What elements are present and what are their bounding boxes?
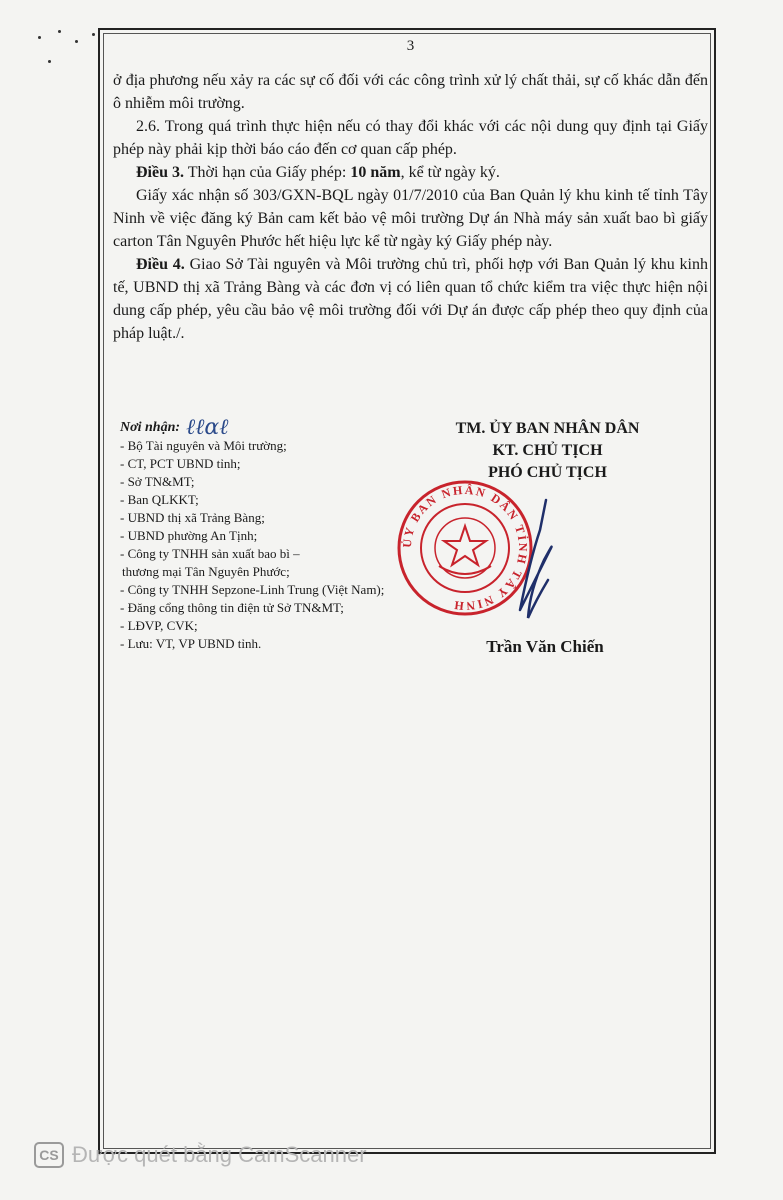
recipient-item: - UBND thị xã Trảng Bàng; [120, 510, 265, 525]
recipients-list [120, 415, 420, 653]
page-number: 3 [406, 38, 415, 54]
signature-block [425, 418, 670, 484]
article-3-text-after: , kể từ ngày ký. [400, 164, 500, 181]
article-3-term: 10 năm [350, 164, 401, 181]
article-3-label: Điều 3. [136, 164, 184, 181]
recipient-item: - Bộ Tài nguyên và Môi trường; [120, 438, 287, 453]
scan-speck [48, 60, 51, 63]
seal-text: ỦY BAN NHÂN DÂN TỈNH TÂY NINH [399, 482, 531, 614]
recipient-item: - Sở TN&MT; [120, 474, 195, 489]
recipients-heading: Nơi nhận: [120, 420, 181, 435]
article-4-label: Điều 4. [136, 256, 185, 273]
camscanner-logo-icon: CS [34, 1142, 64, 1168]
signature-line-3: PHÓ CHỦ TỊCH [488, 464, 607, 481]
recipient-item: - UBND phường An Tịnh; [120, 528, 258, 543]
paragraph-2-6: 2.6. Trong quá trình thực hiện nếu có thay đổi khác với các nội dung quy định tại Giấy phép này phải kịp thời báo cáo đến cơ quan cấp phép. [113, 118, 708, 158]
recipient-item: - Lưu: VT, VP UBND tỉnh. [120, 636, 262, 651]
article-3-text-before: Thời hạn của Giấy phép: [184, 164, 351, 181]
scan-speck [58, 30, 61, 33]
scan-speck [75, 40, 78, 43]
scanner-footer [34, 1140, 367, 1170]
recipient-item: - Công ty TNHH sản xuất bao bì – [120, 546, 300, 561]
scan-speck [92, 33, 95, 36]
signer-name: Trần Văn Chiến [486, 637, 604, 656]
handwritten-signature-icon [500, 490, 580, 630]
recipient-item: - Công ty TNHH Sepzone-Linh Trung (Việt Nam); [120, 582, 385, 597]
recipient-item: - CT, PCT UBND tỉnh; [120, 456, 241, 471]
article-4 [113, 253, 708, 345]
article-4-text: Giao Sở Tài nguyên và Môi trường chủ trì, phối hợp với Ban Quản lý khu kinh tế, UBND thị xã Trảng Bàng và các đơn vị có liên quan tổ chức kiểm tra việc thực hiện nội dung cấp phép, yêu cầu bảo vệ môi trường đối với Dự án được cấp phép theo quy định của pháp luật./. [113, 256, 708, 342]
recipient-item: - Ban QLKKT; [120, 492, 199, 507]
article-3-paragraph: Giấy xác nhận số 303/GXN-BQL ngày 01/7/2010 của Ban Quản lý khu kinh tế tỉnh Tây Ninh về việc đăng ký Bản cam kết bảo vệ môi trường Dự án Nhà máy sản xuất bao bì giấy carton Tân Nguyên Phước hết hiệu lực kể từ ngày ký Giấy phép này. [113, 187, 708, 250]
recipient-item: thương mại Tân Nguyên Phước; [122, 564, 290, 579]
scanner-watermark-text: Được quét bằng CamScanner [72, 1142, 367, 1167]
document-body [113, 38, 708, 345]
recipient-item: - LĐVP, CVK; [120, 618, 198, 633]
article-3 [113, 161, 708, 184]
paragraph-continuation: ở địa phương nếu xảy ra các sự cố đối với các công trình xử lý chất thải, sự cố khác dẫn đến ô nhiễm môi trường. [113, 72, 708, 112]
signature-line-2: KT. CHỦ TỊCH [492, 442, 603, 459]
scan-speck [38, 36, 41, 39]
handwritten-initials-icon: ℓℓαℓ [186, 415, 229, 440]
signature-line-1: TM. ỦY BAN NHÂN DÂN [455, 420, 640, 437]
recipient-item: - Đăng cổng thông tin điện tử Sở TN&MT; [120, 600, 344, 615]
